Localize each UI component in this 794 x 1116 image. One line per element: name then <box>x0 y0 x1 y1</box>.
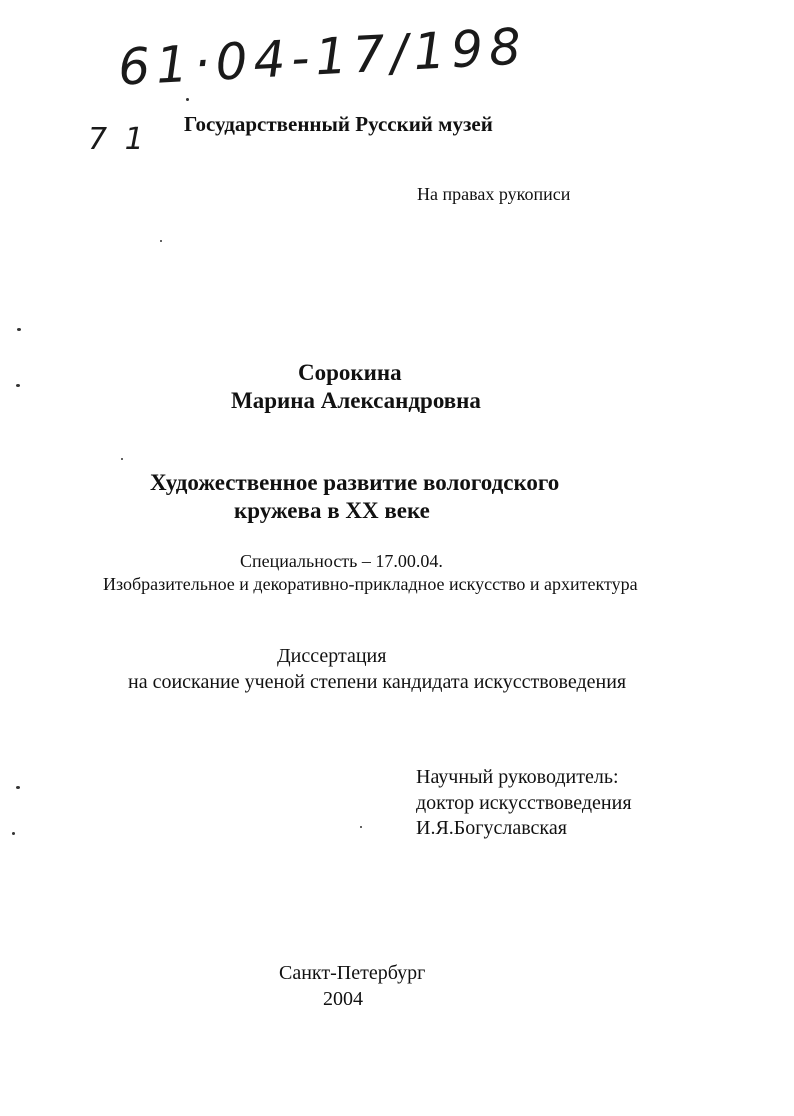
scan-speck <box>186 98 189 101</box>
author-given-names: Марина Александровна <box>231 388 481 413</box>
dissertation-label: Диссертация <box>277 645 387 667</box>
scan-speck <box>12 832 15 835</box>
institution-name: Государственный Русский музей <box>184 112 493 136</box>
scan-speck <box>16 384 20 387</box>
scan-speck <box>360 826 362 828</box>
scan-speck <box>17 328 21 331</box>
scan-speck <box>160 240 162 242</box>
city: Санкт-Петербург <box>279 962 426 984</box>
specialty-code: Специальность – 17.00.04. <box>240 551 443 571</box>
supervisor-label: Научный руководитель: <box>416 766 619 788</box>
scan-speck <box>16 786 20 789</box>
dissertation-title-line-1: Художественное развитие вологодского <box>150 470 560 495</box>
supervisor-degree: доктор искусствоведения <box>416 792 632 814</box>
scan-speck <box>121 458 123 460</box>
manuscript-rights-note: На правах рукописи <box>417 184 571 204</box>
handwritten-catalog-number: 61·04-17/198 <box>116 17 529 97</box>
year: 2004 <box>323 988 363 1010</box>
supervisor-name: И.Я.Богуславская <box>416 817 567 839</box>
author-surname: Сорокина <box>298 360 402 385</box>
handwritten-margin-mark: 7 1 <box>88 122 148 157</box>
dissertation-title-line-2: кружева в XX веке <box>234 498 430 523</box>
degree-sought: на соискание ученой степени кандидата искусствоведения <box>128 671 627 693</box>
specialty-name: Изобразительное и декоративно-прикладное искусство и архитектура <box>103 574 638 594</box>
